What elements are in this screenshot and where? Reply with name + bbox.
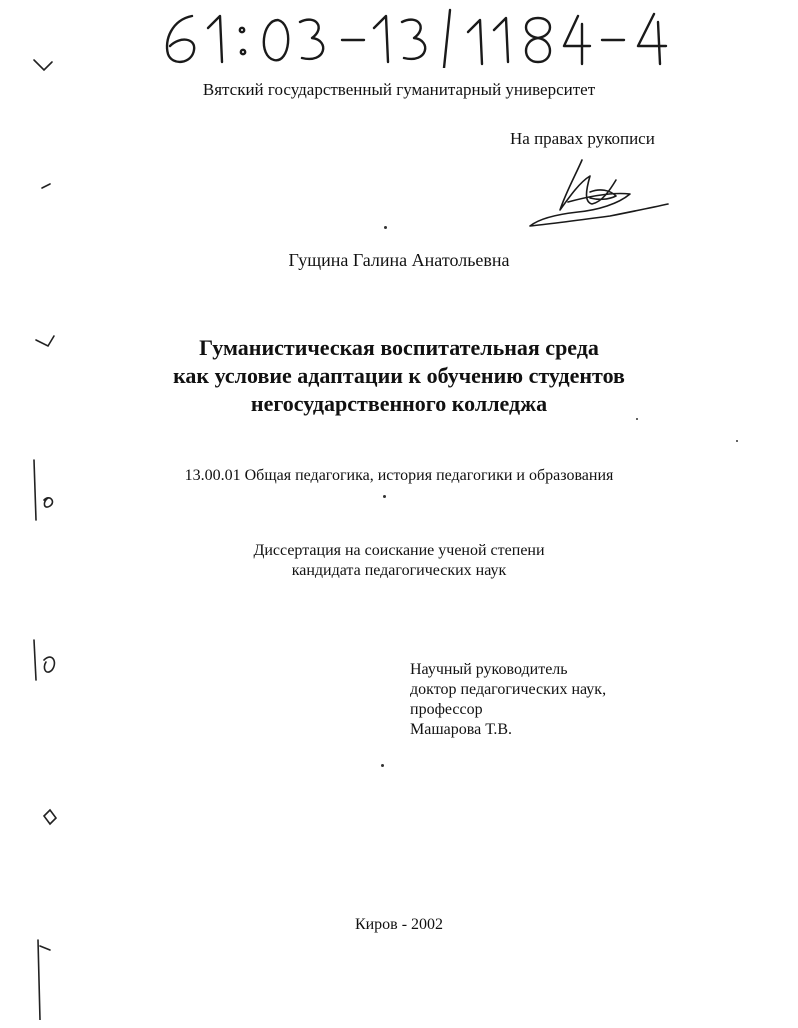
city-and-year: Киров - 2002 [354, 916, 444, 933]
scientific-advisor [410, 660, 606, 740]
university-name: Вятский государственный гуманитарный университет [202, 80, 596, 99]
scan-edge-marks-drawing [30, 40, 70, 1020]
scan-speck [636, 418, 638, 420]
degree-line: Диссертация на соискание ученой степени [253, 542, 545, 559]
scan-speck [384, 226, 387, 229]
title-line: негосударственного колледжа [250, 391, 548, 416]
advisor-line: Машарова Т.В. [410, 721, 513, 738]
handwritten-archive-code [150, 6, 690, 68]
degree-line: кандидата педагогических наук [291, 562, 507, 579]
advisor-line: доктор педагогических наук, [410, 681, 607, 698]
scan-speck [381, 764, 384, 767]
signature [520, 152, 680, 234]
degree-statement [0, 541, 798, 581]
scan-speck [736, 440, 738, 442]
specialty-code: 13.00.01 Общая педагогика, история педагогики и образования [184, 467, 614, 484]
title-line: Гуманистическая воспитательная среда [199, 335, 599, 360]
dissertation-title [0, 334, 798, 418]
signature-drawing [520, 152, 680, 234]
manuscript-rights-note: На правах рукописи [510, 129, 655, 148]
scan-edge-marks [30, 40, 70, 1020]
scan-speck [383, 495, 386, 498]
advisor-line: профессор [410, 701, 483, 718]
author-name: Гущина Галина Анатольевна [288, 250, 510, 270]
title-line: как условие адаптации к обучению студентов [173, 363, 625, 388]
advisor-line: Научный руководитель [410, 661, 568, 678]
handwritten-archive-code-drawing [150, 6, 690, 68]
